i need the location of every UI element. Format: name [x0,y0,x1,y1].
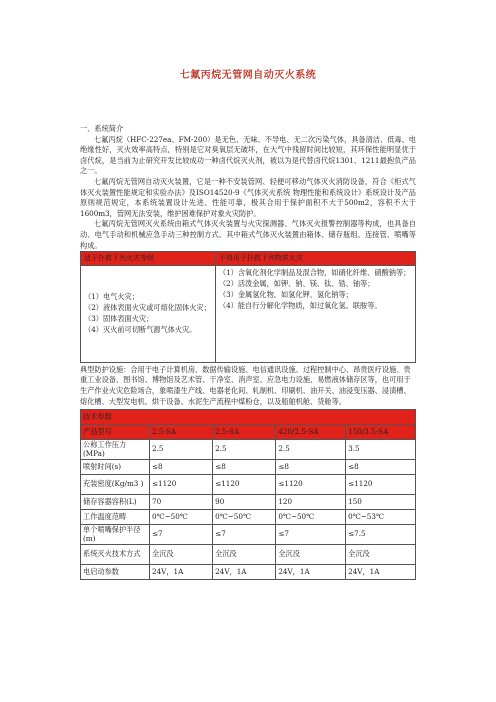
spec-value: ≤7 [276,525,346,545]
spec-value: ≤8 [150,460,213,475]
spec-value: ≤1120 [276,475,346,495]
spec-row [81,525,416,545]
spec-value: 0℃~50℃ [276,510,346,525]
tech-spec-title: 技术参数 [81,410,416,425]
spec-label: 公称工作压力(MPa) [81,440,150,460]
spec-value: 24V，1A [276,565,346,580]
spec-value: 全沉没 [276,545,346,565]
spec-label: 喷射时间(s) [81,460,150,475]
spec-row [81,510,416,525]
fire-class-header-left: 适于扑救下列火灾等级 [81,252,216,266]
spec-value: 全沉没 [150,545,213,565]
spec-value: ≤8 [213,460,276,475]
fire-class-header-right: 不得用于扑救下列物质火灾 [215,252,415,266]
spec-value: ≤1120 [346,475,416,495]
spec-value: ≤7 [213,525,276,545]
fire-class-table [80,251,416,363]
spec-value: 0℃~50℃ [213,510,276,525]
spec-label: 储存容器容积(L) [81,495,150,510]
spec-value: 24V，1A [150,565,213,580]
spec-row [81,460,416,475]
unsuitable-item: （2）活泼金属，如钾、钠、镁、钛、锆、铀等； [218,278,375,288]
spec-value: 70 [150,495,213,510]
suitable-item: （3）固体表面火灾； [84,314,154,324]
spec-value: ≤1120 [150,475,213,495]
spec-label: 工作温度范畴 [81,510,150,525]
spec-value: 0℃~50℃ [150,510,213,525]
device-paragraph: 七氟丙烷无管网自动灭火装置，它是一种不安装管网、轻便可移动气体灭火消防设备，符合《柜式气体灭火装置性能规定和实验办法》及ISO14520-9《气体灭火系统 物理性能和系统设计》系统设计及产品原则规范规定，本系统装置设计先进、性能可靠，极其合用于保护面积不大于500m2，容积不大于1600m3，管网无法安装，维护困难保护对象火灾防护。 [80,176,416,218]
unsuitable-item: （1）含氧化剂化学制品及混合物，如硝化纤维、硝酸钠等； [218,267,411,277]
spec-value: ≤7 [150,525,213,545]
spec-label: 系统灭火技术方式 [81,545,150,565]
suitable-item: （1）电气火灾； [84,292,139,302]
spec-row [81,495,416,510]
spec-row [81,545,416,565]
tech-spec-table [80,409,416,580]
model-label: 产品型号 [81,425,150,440]
section-heading: 一、系统简介 [80,124,124,133]
suitable-item: （2）液体表面火灾或可熔化固体火灾； [84,303,211,313]
model-cell: 2.5-SA [150,425,213,440]
spec-value: ≤7.5 [346,525,416,545]
intro-paragraph: 七氟丙烷（HFC-227ea、FM-200）是无色、无味、不导电、无二次污染气体，具备清洁、低毒、电绝缘性好，灭火效率高特点，特别是它对臭氧层无破坏，在大气中残留时间比较短，其环保性能明显优于卤代烷，是当前为止研究开发比较成功一种卤代烷灭火剂，被以为是代替卤代烷1301、1211最抱负产品之一。 [80,134,416,176]
spec-value: 2.5 [213,440,276,460]
composition-paragraph: 七氟丙烷无管网灭火系统由箱式气体灭火装置与火灾探测器、气体灭火报警控制器等构成，也具备自动、电气手动和机械应急手动三种控制方式。其中箱式气体灭火装置由箱体、储存瓶组、连接管、喷嘴等构成。 [80,219,416,250]
suitable-item: （4）灭火前可切断气源气体火灾。 [84,325,197,335]
spec-label: 充装密度(Kg/m3 ) [81,475,150,495]
page-title: 七氟丙烷无管网自动灭火系统 [179,70,317,81]
spec-value: 90 [213,495,276,510]
spec-value: 3.5 [346,440,416,460]
spec-value: 150 [346,495,416,510]
model-cell: 2.5-SA [213,425,276,440]
spec-value: 120 [276,495,346,510]
spec-label: 电启动参数 [81,565,150,580]
spec-value: 24V，1A [213,565,276,580]
spec-value: ≤1120 [213,475,276,495]
spec-value: 24V，1A [346,565,416,580]
unsuitable-materials-cell [215,265,415,362]
unsuitable-item: （4）能自行分解化学物质，如过氧化氢、联胺等。 [218,300,382,310]
spec-value: ≤8 [346,460,416,475]
spec-value: ≤8 [276,460,346,475]
model-cell: 150/3.5-SA [346,425,416,440]
spec-row [81,475,416,495]
unsuitable-item: （3）金属氢化物，如氢化钾、氢化钠等； [218,289,353,299]
spec-label: 单个喷嘴保护半径(m) [81,525,150,545]
spec-value: 全沉没 [213,545,276,565]
document-body [80,124,416,580]
spec-value: 0℃~53℃ [346,510,416,525]
model-cell: 420/2.5-SA [276,425,346,440]
spec-value: 全沉没 [346,545,416,565]
spec-value: 2.5 [276,440,346,460]
suitable-fires-cell [81,265,216,362]
typical-facilities-paragraph: 典型防护设施：合用于电子计算机房、数据传输设施、电信通讯设施、过程控制中心、昂贵医疗设施、贵重工业设备、图书馆、博物馆及艺术管、干净室、消声室、应急电力设施、易燃液体储存区等，也可用于生产作业火灾危险场合，象喷漆生产线、电器老化间、轧制机、印刷机、油开关、油浸变压器、浸渍槽、熔化槽、大型发电机、烘干设备、水泥生产流程中煤粉仓，以及船舶机舱、货舱等。 [80,364,411,406]
spec-value: 2.5 [150,440,213,460]
spec-row [81,440,416,460]
spec-row [81,565,416,580]
